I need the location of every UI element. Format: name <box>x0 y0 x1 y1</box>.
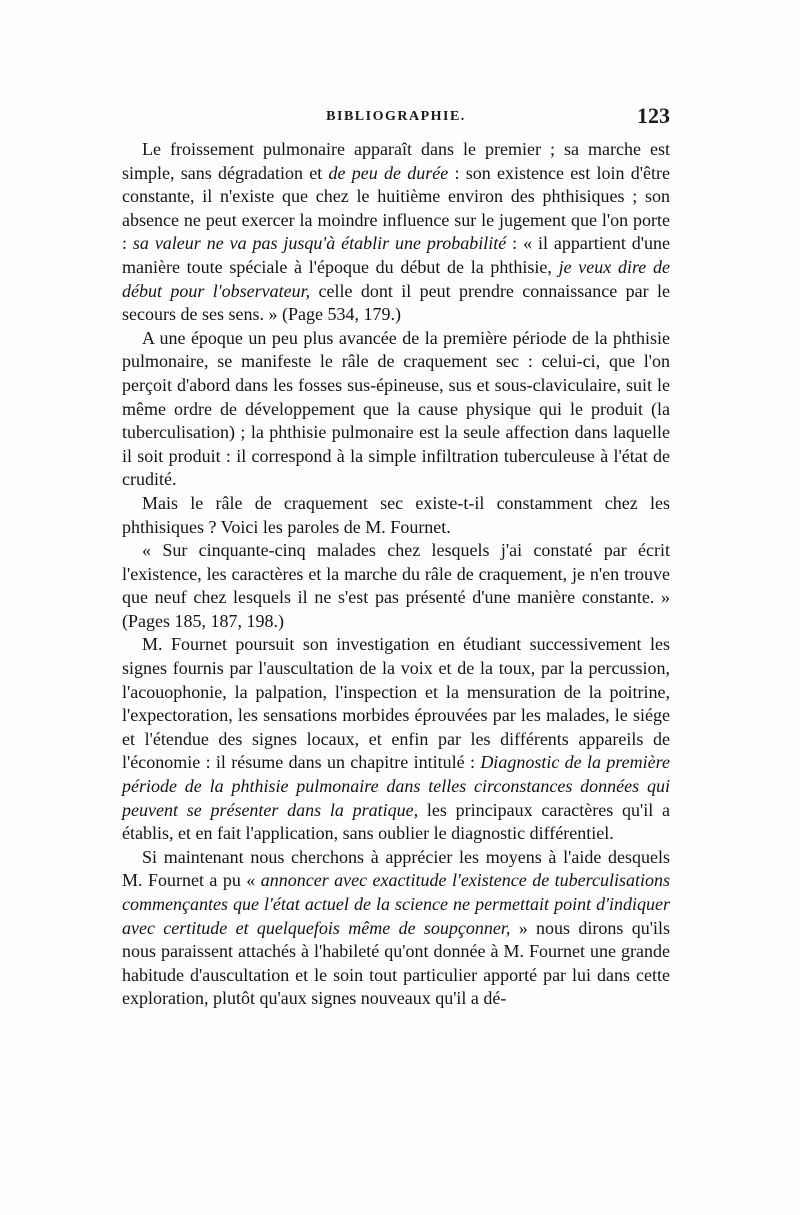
italic-run: je veux dire de début pour l'observateur, <box>122 256 670 301</box>
running-title: BIBLIOGRAPHIE. <box>326 109 466 124</box>
paragraph-4-quotation: « Sur cinquante-cinq malades chez lesquels j'ai constaté par écrit l'existence, les caractères et la marche du râle de craquement, je n'en trouve que neuf chez lesquels il ne s'est pas présenté d'une manière constante. » (Pages 185, 187, 198.) <box>122 540 670 631</box>
body-text <box>122 138 670 1011</box>
text-run: : « il appartient d'une manière toute spéciale à l'époque du début de la phthisie, <box>122 233 670 277</box>
paragraph-5 <box>122 633 670 845</box>
text-run: M. Fournet poursuit son investigation en étudiant successivement les signes fournis par l'auscultation de la voix et de la toux, par la percussion, l'acouophonie, la palpation, l'inspection et la mensuration de la poitrine, l'expectoration, les sensations morbides éprouvées par les malades, le siége et l'étendue des signes locaux, et enfin par les différents appareils de l'économie : il résume dans un chapitre intitulé : <box>122 634 670 773</box>
paragraph-6 <box>122 846 670 1011</box>
text-run: Le froissement pulmonaire apparaît dans le premier ; sa marche est simple, sans dégradation et <box>122 139 670 183</box>
text-run: : son existence est loin d'être constante, il n'existe que chez le huitième environ des phthisiques ; son absence ne peut exercer la moindre influence sur le jugement que l'on porte : <box>122 162 671 254</box>
italic-run: Diagnostic de la première période de la phthisie pulmonaire dans telles circonstances données qui peuvent se présenter dans la pratique, <box>122 752 670 820</box>
italic-run: de peu de durée <box>328 162 449 183</box>
page-number: 123 <box>637 103 670 128</box>
italic-run: sa valeur ne va pas jusqu'à établir une probabilité <box>132 233 507 254</box>
text-run: celle dont il peut prendre connaissance par le secours de ses sens. » (Page 534, 179.) <box>122 280 670 325</box>
italic-run: annoncer avec exactitude l'existence de tuberculisations commençantes que l'état actuel de la science ne permettait point d'indiquer avec certitude et quelquefois même de soupçonner, <box>122 870 670 938</box>
running-head <box>122 103 670 131</box>
text-run: » nous dirons qu'ils nous paraissent attachés à l'habileté qu'ont donnée à M. Fournet une grande habitude d'auscultation et le soin tout particulier apporté par lui dans cette exploration, plutôt qu'aux signes nouveaux qu'il a dé- <box>122 917 670 1009</box>
paragraph-3: Mais le râle de craquement sec existe-t-il constamment chez les phthisiques ? Voici les paroles de M. Fournet. <box>122 492 670 537</box>
text-run: Si maintenant nous cherchons à apprécier les moyens à l'aide desquels M. Fournet a pu « <box>122 846 670 891</box>
paragraph-1 <box>122 138 670 327</box>
paragraph-2: A une époque un peu plus avancée de la première période de la phthisie pulmonaire, se manifeste le râle de craquement sec : celui-ci, que l'on perçoit d'abord dans les fosses sus-épineuse, sus et sous-claviculaire, suit le même ordre de développement que la cause physique qui le produit (la tuberculisation) ; la phthisie pulmonaire est la seule affection dans laquelle il soit produit : il correspond à la simple infiltration tuberculeuse à l'état de crudité. <box>122 327 670 490</box>
text-run: les principaux caractères qu'il a établis, et en fait l'application, sans oublier le diagnostic différentiel. <box>122 799 670 844</box>
